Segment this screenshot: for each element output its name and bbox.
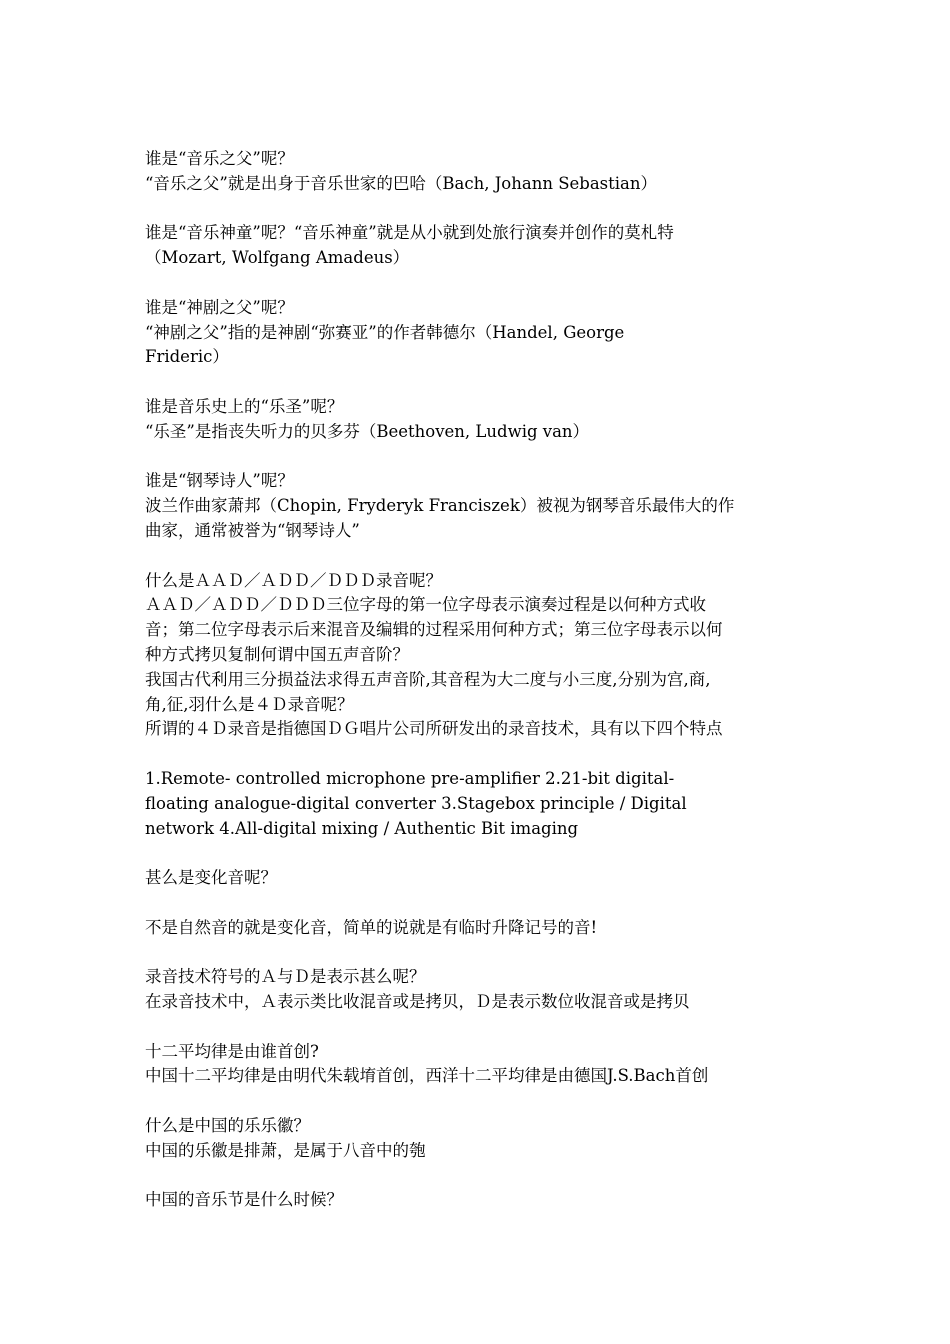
- text-line: 什么是中国的乐乐徽？: [145, 1116, 310, 1136]
- text-line: 所谓的４Ｄ录音是指德国ＤＧ唱片公司所研发出的录音技术，具有以下四个特点: [145, 719, 723, 739]
- text-line: 曲家，通常被誉为“钢琴诗人”: [145, 520, 360, 540]
- text-line: 中国的音乐节是什么时候？: [145, 1190, 343, 1210]
- paragraph-father-of-oratorio: [145, 296, 815, 370]
- paragraph-aad-add-ddd: [145, 569, 815, 743]
- paragraph-equal-temperament: [145, 1040, 815, 1090]
- text-line: 谁是“钢琴诗人”呢？: [145, 471, 294, 491]
- text-line: “神剧之父”指的是神剧“弥赛亚”的作者韩德尔（Handel, George: [145, 322, 625, 342]
- text-line: 种方式拷贝复制何谓中国五声音阶？: [145, 644, 409, 664]
- text-line: 谁是“神剧之父”呢？: [145, 297, 294, 317]
- text-line: “音乐之父”就是出身于音乐世家的巴哈（Bach, Johann Sebastian）: [145, 173, 658, 193]
- text-line: 音；第二位字母表示后来混音及编辑的过程采用何种方式；第三位字母表示以何: [145, 620, 723, 640]
- paragraph-a-and-d-symbols: [145, 965, 815, 1015]
- text-line: network 4.All-digital mixing / Authentic Bit imaging: [145, 818, 579, 838]
- text-line: 甚么是变化音呢？: [145, 868, 277, 888]
- text-line: 录音技术符号的Ａ与Ｄ是表示甚么呢？: [145, 967, 426, 987]
- text-line: ＡＡＤ／ＡＤＤ／ＤＤＤ三位字母的第一位字母表示演奏过程是以何种方式收: [145, 595, 706, 615]
- text-line: 1.Remote- controlled microphone pre-amplifier 2.21-bit digital-: [145, 768, 675, 788]
- text-line: floating analogue-digital converter 3.Stagebox principle / Digital: [145, 793, 687, 813]
- text-line: （Mozart, Wolfgang Amadeus）: [145, 248, 410, 268]
- document-page: [145, 147, 815, 1238]
- text-line: 谁是“音乐之父”呢？: [145, 149, 294, 168]
- paragraph-accidental-answer: [145, 916, 815, 941]
- paragraph-father-of-music: [145, 147, 815, 197]
- paragraph-piano-poet: [145, 469, 815, 543]
- text-line: Frideric）: [145, 347, 229, 367]
- text-line: 波兰作曲家萧邦（Chopin, Fryderyk Franciszek）被视为钢琴音乐最伟大的作: [145, 496, 735, 516]
- text-line: 谁是“音乐神童”呢？“音乐神童”就是从小就到处旅行演奏并创作的莫札特: [145, 223, 674, 243]
- paragraph-accidental-question: [145, 866, 815, 891]
- paragraph-music-saint: [145, 395, 815, 445]
- paragraph-4d-features: [145, 767, 815, 841]
- text-line: 中国的乐徽是排萧，是属于八音中的匏: [145, 1140, 426, 1160]
- paragraph-music-prodigy: [145, 221, 815, 271]
- text-line: 什么是ＡＡＤ／ＡＤＤ／ＤＤＤ录音呢？: [145, 570, 442, 590]
- text-line: 不是自然音的就是变化音，简单的说就是有临时升降记号的音!: [145, 917, 598, 937]
- paragraph-music-festival: [145, 1188, 815, 1213]
- text-line: 在录音技术中，Ａ表示类比收混音或是拷贝，Ｄ是表示数位收混音或是拷贝: [145, 992, 690, 1012]
- text-line: 中国十二平均律是由明代朱载堉首创，西洋十二平均律是由德国J.S.Bach首创: [145, 1066, 709, 1086]
- text-line: 角,征,羽什么是４Ｄ录音呢？: [145, 694, 354, 714]
- text-line: 十二平均律是由谁首创?: [145, 1041, 319, 1061]
- paragraph-music-emblem: [145, 1114, 815, 1164]
- text-line: “乐圣”是指丧失听力的贝多芬（Beethoven, Ludwig van）: [145, 421, 590, 441]
- text-line: 谁是音乐史上的“乐圣”呢？: [145, 396, 344, 416]
- text-line: 我国古代利用三分损益法求得五声音阶,其音程为大二度与小三度,分别为宫,商,: [145, 669, 711, 689]
